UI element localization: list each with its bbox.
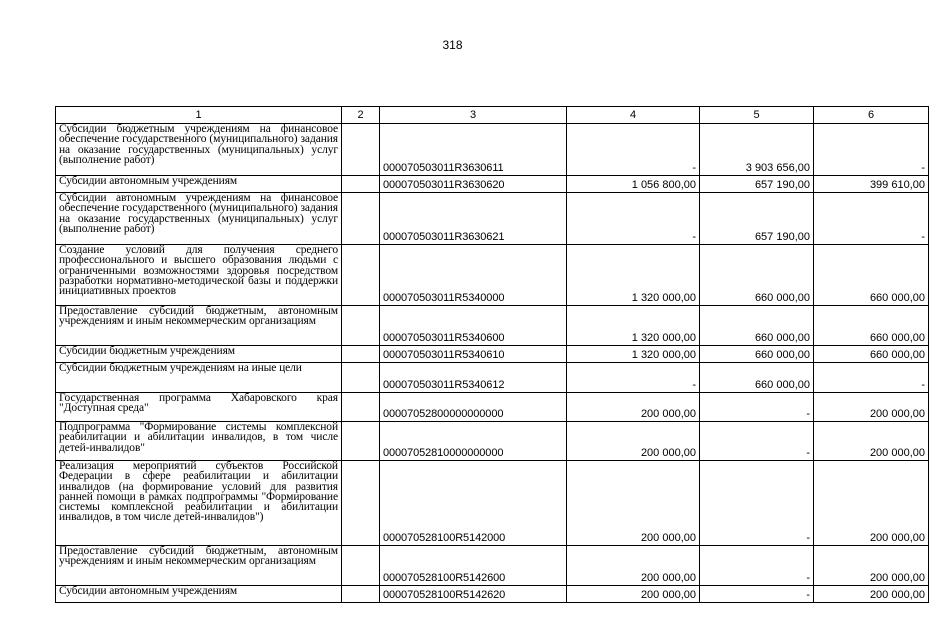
row-code: 00007052810000000000 bbox=[380, 422, 567, 461]
row-col2 bbox=[342, 346, 380, 363]
row-value-5: - bbox=[700, 546, 814, 586]
table-row bbox=[56, 193, 929, 245]
row-value-4: - bbox=[567, 124, 700, 176]
header-cell: 6 bbox=[814, 107, 929, 124]
row-name: Субсидии автономным учреждениям bbox=[56, 586, 342, 603]
row-value-6: 200 000,00 bbox=[814, 546, 929, 586]
row-value-6: - bbox=[814, 363, 929, 393]
row-value-6: 399 610,00 bbox=[814, 176, 929, 193]
row-value-4: - bbox=[567, 193, 700, 245]
row-col2 bbox=[342, 461, 380, 546]
row-value-5: 660 000,00 bbox=[700, 245, 814, 306]
table-row bbox=[56, 124, 929, 176]
row-code: 000070528100R5142620 bbox=[380, 586, 567, 603]
page-number: 318 bbox=[442, 38, 463, 52]
row-value-4: 200 000,00 bbox=[567, 461, 700, 546]
table-row bbox=[56, 586, 929, 603]
row-code: 00007052800000000000 bbox=[380, 393, 567, 422]
row-name: Реализация мероприятий субъектов Российской Федерации в сфере реабилитации и абилитации инвалидов (на формирование условий для развития ранней помощи в рамках подпрограммы "Формирование системы комплексной реабилитации и абилитации инвалидов, в том числе детей-инвалидов") bbox=[56, 461, 342, 546]
row-value-6: 200 000,00 bbox=[814, 422, 929, 461]
row-value-5: - bbox=[700, 422, 814, 461]
row-col2 bbox=[342, 363, 380, 393]
row-name: Субсидии автономным учреждениям bbox=[56, 176, 342, 193]
row-value-4: 200 000,00 bbox=[567, 546, 700, 586]
row-value-5: 660 000,00 bbox=[700, 363, 814, 393]
row-name: Подпрограмма "Формирование системы комплексной реабилитации и абилитации инвалидов, в том числе детей-инвалидов" bbox=[56, 422, 342, 461]
row-col2 bbox=[342, 176, 380, 193]
header-cell: 3 bbox=[380, 107, 567, 124]
row-code: 000070503011R3630620 bbox=[380, 176, 567, 193]
row-value-6: 660 000,00 bbox=[814, 245, 929, 306]
table-row bbox=[56, 546, 929, 586]
row-value-4: 1 056 800,00 bbox=[567, 176, 700, 193]
row-value-6: 660 000,00 bbox=[814, 306, 929, 346]
row-code: 000070503011R3630611 bbox=[380, 124, 567, 176]
row-value-5: 660 000,00 bbox=[700, 306, 814, 346]
row-value-6: 660 000,00 bbox=[814, 346, 929, 363]
table-row bbox=[56, 393, 929, 422]
table-row bbox=[56, 306, 929, 346]
table-row bbox=[56, 346, 929, 363]
row-value-5: - bbox=[700, 393, 814, 422]
row-col2 bbox=[342, 422, 380, 461]
row-value-5: - bbox=[700, 461, 814, 546]
row-code: 000070503011R5340612 bbox=[380, 363, 567, 393]
row-name: Государственная программа Хабаровского края "Доступная среда" bbox=[56, 393, 342, 422]
row-value-6: - bbox=[814, 124, 929, 176]
row-col2 bbox=[342, 306, 380, 346]
row-value-6: - bbox=[814, 193, 929, 245]
row-value-4: 1 320 000,00 bbox=[567, 346, 700, 363]
row-col2 bbox=[342, 124, 380, 176]
row-value-4: 1 320 000,00 bbox=[567, 306, 700, 346]
row-value-6: 200 000,00 bbox=[814, 393, 929, 422]
row-value-5: 657 190,00 bbox=[700, 193, 814, 245]
row-value-4: 1 320 000,00 bbox=[567, 245, 700, 306]
row-name: Субсидии бюджетным учреждениям bbox=[56, 346, 342, 363]
table-row bbox=[56, 461, 929, 546]
row-value-5: 657 190,00 bbox=[700, 176, 814, 193]
row-code: 000070503011R5340000 bbox=[380, 245, 567, 306]
row-col2 bbox=[342, 193, 380, 245]
row-name: Субсидии бюджетным учреждениям на иные цели bbox=[56, 363, 342, 393]
row-code: 000070503011R3630621 bbox=[380, 193, 567, 245]
row-name: Предоставление субсидий бюджетным, автономным учреждениям и иным некоммерческим организациям bbox=[56, 306, 342, 346]
header-cell: 2 bbox=[342, 107, 380, 124]
row-name: Предоставление субсидий бюджетным, автономным учреждениям и иным некоммерческим организациям bbox=[56, 546, 342, 586]
row-name: Создание условий для получения среднего профессионального и высшего образования людьми с ограниченными возможностями здоровья посредством разработки нормативно-методической базы и поддержки инициативных проектов bbox=[56, 245, 342, 306]
row-value-4: - bbox=[567, 363, 700, 393]
row-value-4: 200 000,00 bbox=[567, 422, 700, 461]
row-value-6: 200 000,00 bbox=[814, 461, 929, 546]
row-value-5: 660 000,00 bbox=[700, 346, 814, 363]
row-value-4: 200 000,00 bbox=[567, 393, 700, 422]
row-code: 000070503011R5340600 bbox=[380, 306, 567, 346]
table-row bbox=[56, 176, 929, 193]
row-value-6: 200 000,00 bbox=[814, 586, 929, 603]
row-code: 000070503011R5340610 bbox=[380, 346, 567, 363]
row-name: Субсидии автономным учреждениям на финансовое обеспечение государственного (муниципального) задания на оказание государственных (муниципальных) услуг (выполнение работ) bbox=[56, 193, 342, 245]
table-header-row bbox=[56, 107, 929, 124]
table-row bbox=[56, 363, 929, 393]
row-code: 000070528100R5142000 bbox=[380, 461, 567, 546]
header-cell: 4 bbox=[567, 107, 700, 124]
row-col2 bbox=[342, 546, 380, 586]
row-name: Субсидии бюджетным учреждениям на финансовое обеспечение государственного (муниципального) задания на оказание государственных (муниципальных) услуг (выполнение работ) bbox=[56, 124, 342, 176]
row-col2 bbox=[342, 586, 380, 603]
row-value-4: 200 000,00 bbox=[567, 586, 700, 603]
header-cell: 1 bbox=[56, 107, 342, 124]
header-cell: 5 bbox=[700, 107, 814, 124]
row-col2 bbox=[342, 393, 380, 422]
row-value-5: 3 903 656,00 bbox=[700, 124, 814, 176]
row-value-5: - bbox=[700, 586, 814, 603]
table-row bbox=[56, 245, 929, 306]
table-row bbox=[56, 422, 929, 461]
row-code: 000070528100R5142600 bbox=[380, 546, 567, 586]
budget-table bbox=[55, 106, 929, 603]
row-col2 bbox=[342, 245, 380, 306]
